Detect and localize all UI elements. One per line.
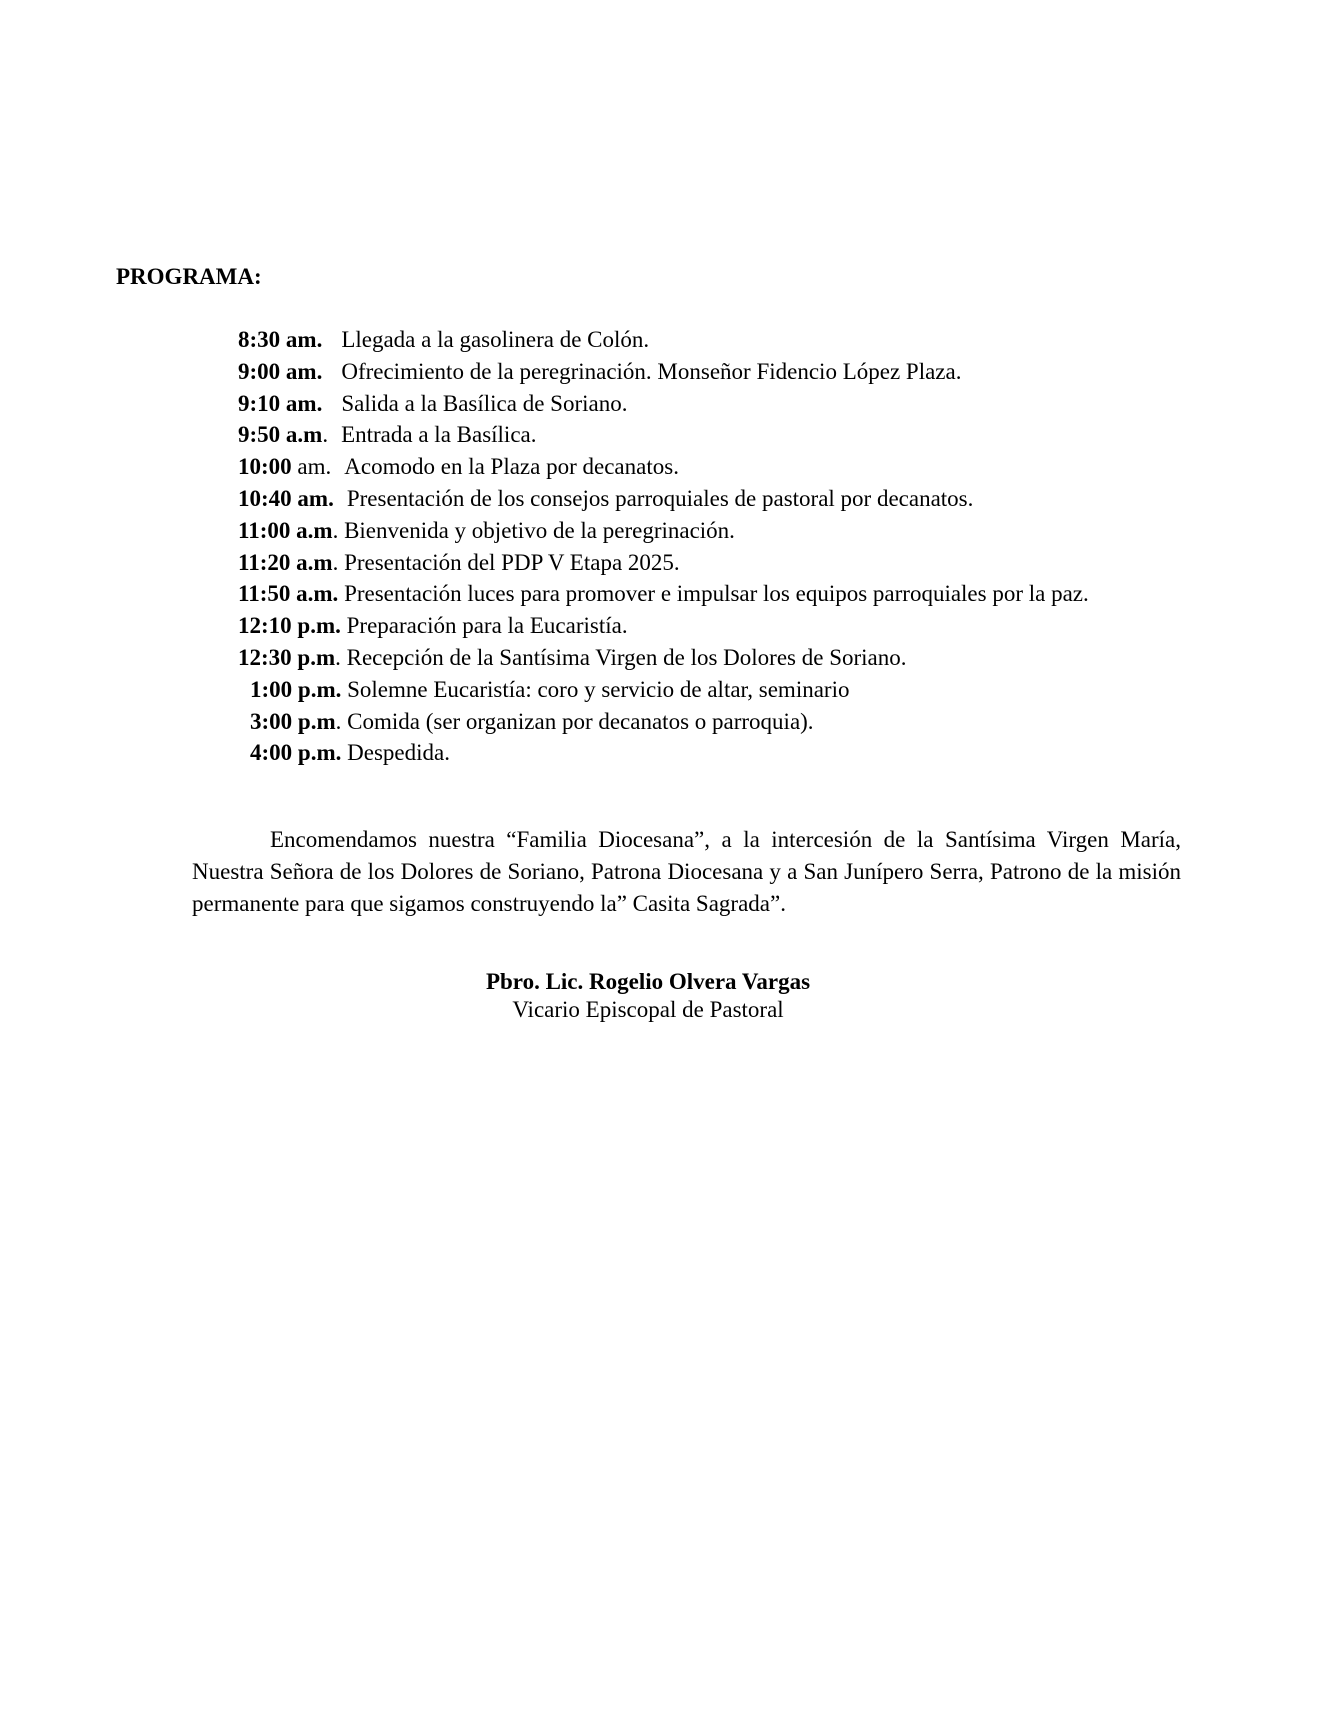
schedule-item — [238, 356, 1089, 388]
schedule-item — [238, 324, 1089, 356]
schedule-activity: Presentación del PDP V Etapa 2025. — [344, 549, 680, 575]
schedule-activity: Salida a la Basílica de Soriano. — [341, 390, 628, 416]
closing-paragraph: Encomendamos nuestra “Familia Diocesana”, a la intercesión de la Santísima Virgen María, Nuestra Señora de los Dolores de Soriano, Patrona Diocesana y a San Junípero Serra, Patrono de la misión permanente para que sigamos construyendo la” Casita Sagrada”. — [192, 827, 1181, 916]
schedule-time-suffix: am. — [291, 454, 332, 480]
signature-role: Vicario Episcopal de Pastoral — [512, 997, 784, 1022]
schedule-time: 4:00 p.m. — [250, 740, 342, 766]
schedule-time: 12:30 p.m — [238, 644, 336, 670]
schedule-time-suffix: . — [332, 517, 339, 543]
schedule-activity: Bienvenida y objetivo de la peregrinación. — [344, 517, 735, 543]
schedule-item — [238, 419, 1089, 451]
schedule-activity: Despedida. — [347, 740, 450, 766]
schedule-time: 9:50 a.m — [238, 422, 323, 448]
schedule-activity: Preparación para la Eucaristía. — [346, 613, 628, 639]
schedule-item — [238, 737, 1089, 769]
schedule-item — [238, 578, 1089, 610]
schedule-time: 10:40 am. — [238, 485, 334, 511]
schedule-time: 8:30 am. — [238, 327, 323, 352]
program-heading: PROGRAMA: — [116, 264, 262, 289]
schedule-item — [238, 674, 1089, 706]
schedule-activity: Ofrecimiento de la peregrinación. Monseñor Fidencio López Plaza. — [341, 358, 962, 384]
schedule-time: 1:00 p.m. — [250, 676, 342, 702]
schedule-item — [238, 706, 1089, 738]
schedule-time: 11:50 a.m. — [238, 581, 339, 607]
schedule-time: 10:00 — [238, 454, 292, 480]
schedule-item — [238, 515, 1089, 547]
schedule-activity: Comida (ser organizan por decanatos o parroquia). — [347, 708, 814, 734]
schedule-item — [238, 610, 1089, 642]
schedule-time-suffix: . — [335, 644, 341, 670]
schedule-time-suffix: . — [335, 708, 342, 734]
schedule-time: 11:20 a.m — [238, 549, 333, 575]
schedule-time: 11:00 a.m — [238, 517, 333, 543]
schedule-list — [238, 324, 1089, 769]
schedule-item — [238, 483, 1089, 515]
schedule-time-suffix: . — [322, 422, 329, 448]
schedule-time: 3:00 p.m — [250, 708, 336, 734]
schedule-activity: Solemne Eucaristía: coro y servicio de altar, seminario — [347, 676, 850, 702]
schedule-time-suffix: . — [332, 549, 339, 575]
schedule-activity: Entrada a la Basílica. — [341, 422, 537, 448]
schedule-activity: Recepción de la Santísima Virgen de los Dolores de Soriano. — [346, 644, 907, 670]
schedule-item — [238, 547, 1089, 579]
schedule-item — [238, 642, 1089, 674]
signature-name: Pbro. Lic. Rogelio Olvera Vargas — [485, 969, 811, 994]
schedule-item — [238, 451, 1089, 483]
schedule-activity: Acomodo en la Plaza por decanatos. — [344, 454, 679, 480]
schedule-time: 9:00 am. — [238, 358, 323, 384]
schedule-time: 9:10 am. — [238, 390, 323, 416]
schedule-activity: Llegada a la gasolinera de Colón. — [341, 327, 650, 352]
schedule-item — [238, 388, 1089, 420]
schedule-activity: Presentación de los consejos parroquiales de pastoral por decanatos. — [346, 485, 974, 511]
schedule-activity: Presentación luces para promover e impulsar los equipos parroquiales por la paz. — [344, 581, 1089, 607]
schedule-time: 12:10 p.m. — [238, 613, 341, 639]
